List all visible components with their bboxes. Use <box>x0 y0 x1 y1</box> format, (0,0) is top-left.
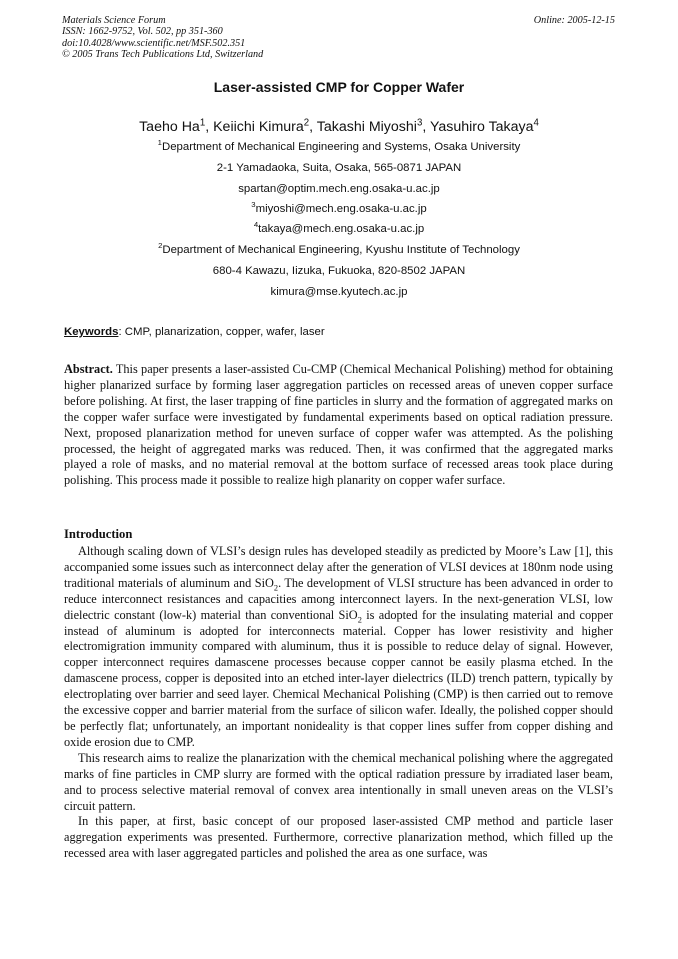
affiliation-1-email[interactable]: spartan@optim.mech.eng.osaka-u.ac.jp <box>238 183 440 195</box>
author-separator: , <box>309 119 317 135</box>
affil-text: Department of Mechanical Engineering, Kyushu Institute of Technology <box>162 244 520 256</box>
author-affil-mark: 4 <box>533 117 539 129</box>
email-text[interactable]: takaya@mech.eng.osaka-u.ac.jp <box>258 223 425 235</box>
affiliation-4-email[interactable] <box>0 222 678 236</box>
introduction-body <box>64 544 613 862</box>
online-date: Online: 2005-12-15 <box>533 15 615 26</box>
author-affil-mark: 2 <box>303 117 310 129</box>
journal-header <box>62 15 462 61</box>
keywords-label: Keywords <box>64 326 119 338</box>
affiliation-2-email[interactable]: kimura@mse.kyutech.ac.jp <box>270 286 408 298</box>
abstract-label: Abstract. <box>64 362 113 376</box>
author-separator: , <box>205 119 214 135</box>
abstract <box>64 362 613 489</box>
journal-copyright: © 2005 Trans Tech Publications Ltd, Switzerland <box>62 49 264 61</box>
affil-mark: 1 <box>157 138 162 148</box>
author-separator: , <box>422 119 430 135</box>
journal-doi[interactable]: doi:10.4028/www.scientific.net/MSF.502.351 <box>62 37 246 49</box>
author-affil-mark: 1 <box>199 117 206 129</box>
affil-mark: 2 <box>158 241 163 251</box>
author-name: Yasuhiro Takaya <box>429 119 534 135</box>
keywords-line <box>64 325 624 339</box>
subscript: 2 <box>273 583 279 593</box>
keywords-text: : CMP, planarization, copper, wafer, laser <box>118 326 325 338</box>
journal-issn: ISSN: 1662-9752, Vol. 502, pp 351-360 <box>62 26 223 38</box>
email-text[interactable]: miyoshi@mech.eng.osaka-u.ac.jp <box>255 203 427 215</box>
affil-text: Department of Mechanical Engineering and Systems, Osaka University <box>161 141 521 153</box>
affil-mark: 4 <box>253 220 259 230</box>
section-heading-introduction: Introduction <box>64 527 133 541</box>
paper-title: Laser-assisted CMP for Copper Wafer <box>213 79 465 95</box>
affiliation-1-dept <box>0 140 678 154</box>
subscript: 2 <box>357 615 362 625</box>
abstract-text: This paper presents a laser-assisted Cu-CMP (Chemical Mechanical Polishing) method for obtaining higher planarized surface by forming laser aggregation particles on recessed areas of uneven copper surface before polishing. At first, the laser trapping of fine particles in slurry and the formation of aggregated marks on the copper wafer surface were investigated by fundamental experiments based on optical radiation pressure. Next, proposed planarization method for uneven surface of copper wafer was attempted. As the polishing processed, the height of aggregated marks was reduced. Then, it was confirmed that the aggregated marks played a role of masks, and no material removal at the bottom surface of recessed areas took place during polishing. This process made it possible to realize high planarity on copper wafer surface. <box>64 362 613 488</box>
author-name: Takashi Miyoshi <box>316 119 417 135</box>
author-list <box>0 118 678 136</box>
author-name: Keiichi Kimura <box>213 119 304 135</box>
intro-paragraph: In this paper, at first, basic concept of our proposed laser-assisted CMP method and particle laser aggregation experiments was presented. Furthermore, corrective planarization method, which filled up the recessed area with laser aggregated particles and polished the area as one surface, was <box>64 814 613 861</box>
intro-text: Although scaling down of VLSI’s design rules has developed steadily as predicted by Moore’s Law [1], this accompanied some issues such as interconnect delay after the generation of VLSI devices at 180nm node using traditional materials of aluminum and SiO <box>64 544 613 590</box>
affiliation-2-address: 680-4 Kawazu, Iizuka, Fukuoka, 820-8502 JAPAN <box>212 265 466 277</box>
affiliation-3-email[interactable] <box>0 202 678 216</box>
author-affil-mark: 3 <box>416 117 423 129</box>
intro-paragraph <box>64 544 613 751</box>
intro-text: is adopted for the insulating material and copper instead of aluminum is adopted for interconnects material. Copper has lower resistivity and higher electromigration immunity compared with aluminum, thus it is possible to reduce delay of signal. However, copper interconnect requires damascene processes because copper cannot be easily plasma etched. In the damascene process, copper is deposited into an etched inter-layer dielectrics (ILD) trench pattern, typically by electroplating over barrier and seed layer. Chemical Mechanical Polishing (CMP) is then carried out to remove the excessive copper and barrier material from the surface of silicon wafer. Ideally, the polished copper should be perfectly flat; unfortunately, an important nonideality is that copper lines suffer from copper dishing and oxide erosion due to CMP. <box>64 607 613 749</box>
journal-name: Materials Science Forum <box>62 15 166 26</box>
author-name: Taeho Ha <box>139 119 200 135</box>
affiliation-1-address: 2-1 Yamadaoka, Suita, Osaka, 565-0871 JAPAN <box>216 162 462 174</box>
affiliation-2-dept <box>0 243 678 257</box>
intro-text: . The development of VLSI structure has been advanced in order to reduce interconnect resistances and capacities among interconnect layers. In the next-generation VLSI, low dielectric constant (low-k) material than conventional SiO <box>64 575 613 622</box>
intro-paragraph: This research aims to realize the planarization with the chemical mechanical polishing where the aggregated marks of fine particles in CMP slurry are formed with the optical radiation pressure by irradiated laser beam, and to process selective material removal of convex area intentionally in small uneven areas on the VLSI’s circuit pattern. <box>64 750 613 813</box>
affil-mark: 3 <box>251 200 256 210</box>
